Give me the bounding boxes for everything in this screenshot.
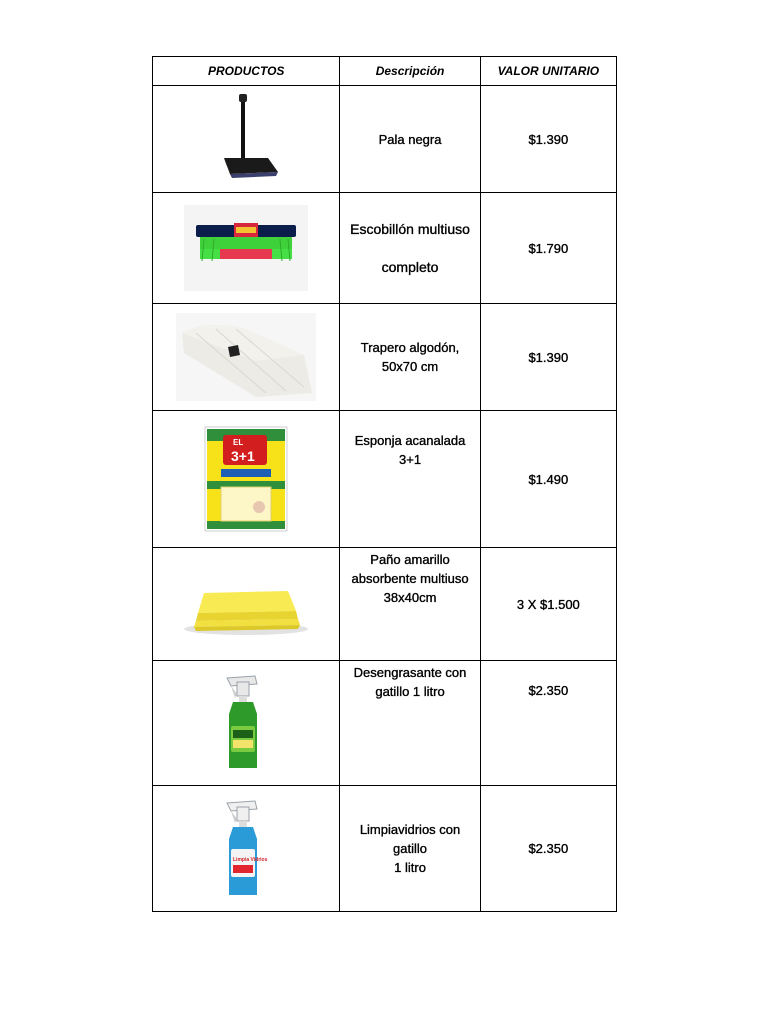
table-row: [153, 193, 617, 304]
header-row: [153, 57, 617, 86]
degreaser-spray-icon: [221, 674, 271, 772]
yellow-cloths-icon: [176, 567, 316, 641]
sponge-pack-big-label: 3+1: [231, 448, 255, 464]
product-price: $1.790: [480, 193, 616, 304]
product-image-cell: [153, 304, 340, 411]
glass-cleaner-spray-icon: [221, 799, 271, 899]
table-row: [153, 786, 617, 912]
header-descripcion: Descripción: [340, 57, 480, 86]
header-valor-unitario: VALOR UNITARIO: [480, 57, 616, 86]
product-description: Pala negra: [340, 86, 480, 193]
table-row: [153, 86, 617, 193]
mop-cloth-icon: [176, 313, 316, 401]
product-image-cell: [153, 661, 340, 786]
table-row: [153, 661, 617, 786]
table-row: [153, 411, 617, 548]
product-description: Esponja acanalada 3+1: [340, 411, 480, 548]
table-row: [153, 548, 617, 661]
sponge-pack-brand-label: EL: [233, 438, 244, 447]
product-price: $2.350: [480, 786, 616, 912]
product-image-cell: [153, 411, 340, 548]
header-productos: PRODUCTOS: [153, 57, 340, 86]
product-image-cell: [153, 786, 340, 912]
product-price: 3 X $1.500: [480, 548, 616, 661]
product-image-cell: [153, 548, 340, 661]
sponge-pack-icon: [199, 425, 293, 533]
product-description: Desengrasante con gatillo 1 litro: [340, 661, 480, 786]
product-description: Trapero algodón, 50x70 cm: [340, 304, 480, 411]
product-price: $1.390: [480, 304, 616, 411]
price-table: [152, 56, 617, 912]
product-image-cell: [153, 193, 340, 304]
broom-icon: [184, 205, 308, 291]
dustpan-icon: [206, 94, 286, 184]
product-price: $1.490: [480, 411, 616, 548]
product-description: Limpiavidrios con gatillo 1 litro: [340, 786, 480, 912]
product-description: Escobillón multiuso completo: [340, 193, 480, 304]
product-description: Paño amarillo absorbente multiuso 38x40cm: [340, 548, 480, 661]
product-price: $1.390: [480, 86, 616, 193]
product-price: $2.350: [480, 661, 616, 786]
glass-cleaner-brand-label: Limpia Vidrios: [233, 856, 268, 863]
product-image-cell: [153, 86, 340, 193]
table-row: [153, 304, 617, 411]
